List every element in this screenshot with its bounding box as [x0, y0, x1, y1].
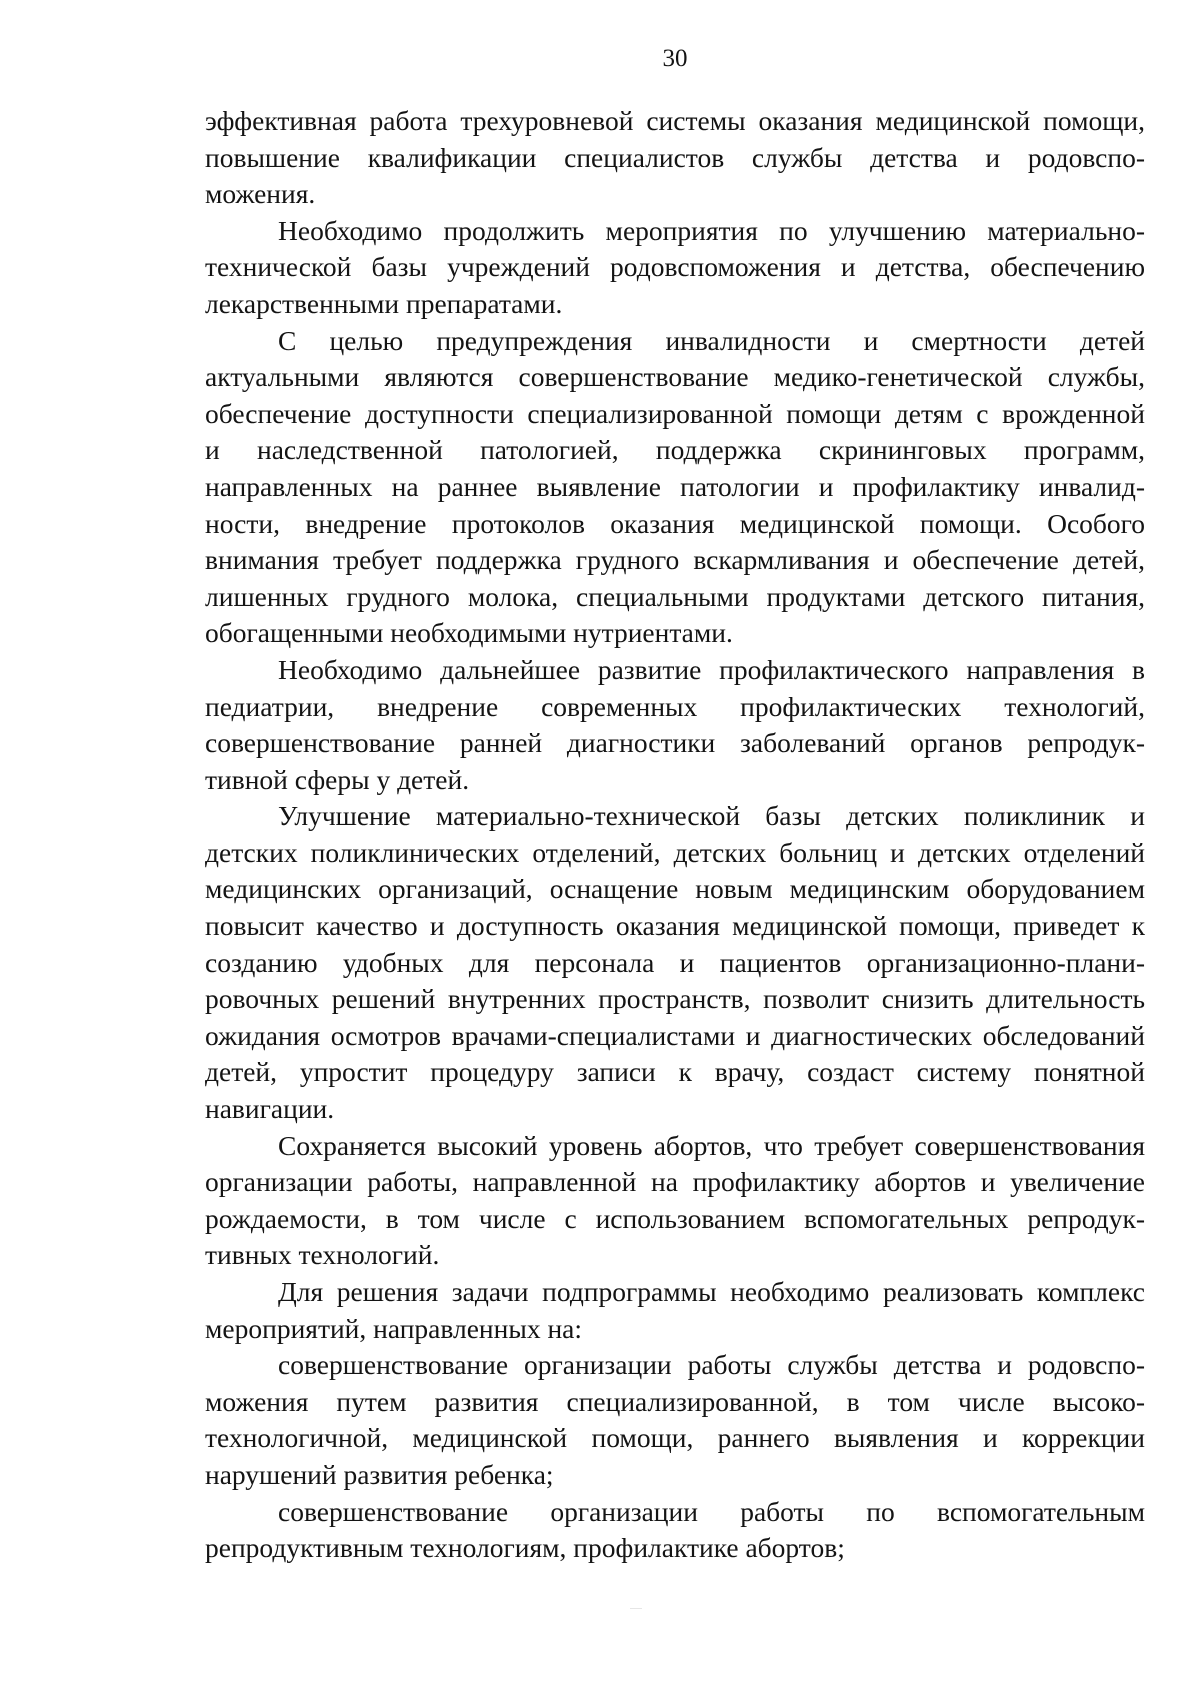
paragraph-4	[205, 652, 1145, 798]
text-line: детей, упростит процедуру записи к врачу, создаст систему понятной	[205, 1056, 1145, 1088]
list-item-1	[205, 1347, 1145, 1493]
list-item-2	[205, 1494, 1145, 1567]
paragraph-2	[205, 213, 1145, 323]
paragraph-6	[205, 1128, 1145, 1274]
text-line: актуальными являются совершенствование медико-генетической службы,	[205, 361, 1145, 393]
text-line: повышение квалификации специалистов службы детства и родовспо-	[205, 141, 1145, 173]
text-line: педиатрии, внедрение современных профилактических технологий,	[205, 690, 1145, 722]
paragraph-3	[205, 323, 1145, 652]
text-line: лекарственными препаратами.	[205, 287, 563, 319]
text-line: технологичной, медицинской помощи, раннего выявления и коррекции	[205, 1422, 1145, 1454]
text-line: Сохраняется высокий уровень абортов, что требует совершенствования	[278, 1129, 1145, 1161]
paragraph-7	[205, 1274, 1145, 1347]
text-line: можения.	[205, 178, 316, 210]
text-line: и наследственной патологией, поддержка скрининговых программ,	[205, 434, 1145, 466]
text-line: направленных на раннее выявление патологии и профилактику инвалид-	[205, 470, 1145, 502]
page-number: 30	[662, 45, 688, 72]
text-line: эффективная работа трехуровневой системы оказания медицинской помощи,	[205, 105, 1145, 136]
text-line: ности, внедрение протоколов оказания медицинской помощи. Особого	[205, 507, 1145, 539]
text-line: ожидания осмотров врачами-специалистами и диагностических обследований	[205, 1019, 1145, 1051]
text-line: можения путем развития специализированной, в том числе высоко-	[205, 1385, 1145, 1417]
text-line: внимания требует поддержка грудного вскармливания и обеспечение детей,	[205, 544, 1145, 576]
text-line: мероприятий, направленных на:	[205, 1312, 583, 1344]
text-line: навигации.	[205, 1093, 335, 1125]
text-line: обогащенными необходимыми нутриентами.	[205, 617, 733, 649]
text-line: рождаемости, в том числе с использованием вспомогательных репродук-	[205, 1202, 1145, 1234]
text-line: организации работы, направленной на профилактику абортов и увеличение	[205, 1166, 1145, 1198]
text-line: обеспечение доступности специализированной помощи детям с врожденной	[205, 397, 1145, 429]
text-line: тивных технологий.	[205, 1239, 440, 1271]
scan-artifact	[630, 1608, 642, 1609]
paragraph-5	[205, 798, 1145, 1127]
text-line: тивной сферы у детей.	[205, 763, 470, 795]
text-line: технической базы учреждений родовспоможения и детства, обеспечению	[205, 251, 1145, 283]
text-line: детских поликлинических отделений, детских больниц и детских отделений	[205, 836, 1145, 868]
text-line: Необходимо дальнейшее развитие профилактического направления в	[278, 653, 1145, 685]
text-line: Необходимо продолжить мероприятия по улучшению материально-	[278, 214, 1145, 246]
paragraph-1	[205, 103, 1145, 213]
text-line: совершенствование ранней диагностики заболеваний органов репродук-	[205, 727, 1145, 759]
text-line: созданию удобных для персонала и пациентов организационно-плани-	[205, 946, 1145, 978]
document-body	[205, 103, 1145, 1567]
text-line: нарушений развития ребенка;	[205, 1458, 554, 1490]
text-line: Для решения задачи подпрограммы необходимо реализовать комплекс	[278, 1276, 1145, 1307]
text-line: совершенствование организации работы службы детства и родовспо-	[278, 1349, 1145, 1381]
text-line: повысит качество и доступность оказания медицинской помощи, приведет к	[205, 910, 1145, 942]
text-line: лишенных грудного молока, специальными продуктами детского питания,	[205, 580, 1145, 612]
text-line: ровочных решений внутренних пространств, позволит снизить длительность	[205, 983, 1145, 1015]
text-line: совершенствование организации работы по вспомогательным	[278, 1495, 1145, 1527]
text-line: репродуктивным технологиям, профилактике абортов;	[205, 1532, 845, 1564]
text-line: С целью предупреждения инвалидности и смертности детей	[278, 324, 1145, 356]
text-line: Улучшение материально-технической базы детских поликлиник и	[278, 800, 1145, 832]
text-line: медицинских организаций, оснащение новым медицинским оборудованием	[205, 873, 1145, 905]
